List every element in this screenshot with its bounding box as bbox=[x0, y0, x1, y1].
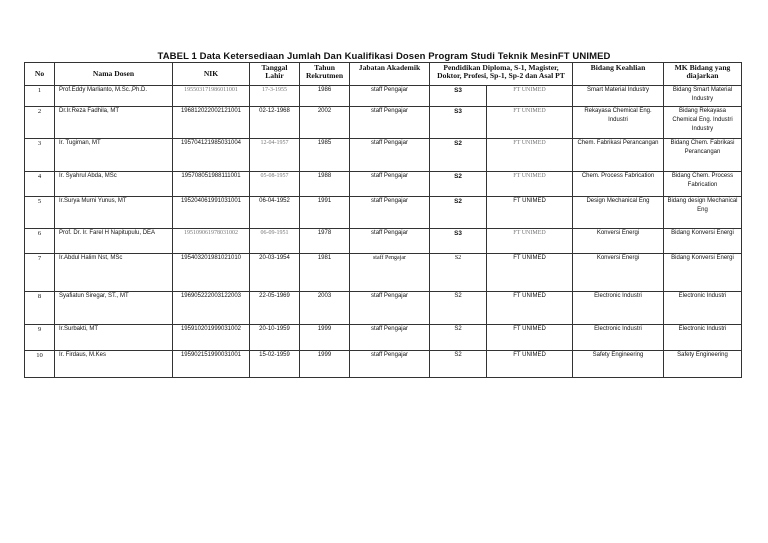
cell-bidang-keahlian: Electronic Industri bbox=[573, 325, 664, 351]
cell-mk-bidang: Bidang Konversi Energi bbox=[664, 254, 742, 292]
cell-nik: 195204061991031001 bbox=[173, 197, 250, 229]
cell-jabatan-akademik: staff Pengajar bbox=[350, 351, 430, 378]
cell-bidang-keahlian: Design Mechanical Eng bbox=[573, 197, 664, 229]
cell-nik: 196905222003122003 bbox=[173, 292, 250, 325]
cell-tanggal-lahir: 06-04-1952 bbox=[250, 197, 300, 229]
table-row bbox=[25, 86, 742, 107]
header-nik: NIK bbox=[173, 63, 250, 86]
cell-nama-dosen: Ir. Syahrul Abda, MSc bbox=[55, 172, 173, 197]
cell-jabatan-akademik: staff Pengajar bbox=[350, 107, 430, 139]
cell-nik: 195109061978031002 bbox=[173, 229, 250, 254]
table-header-row bbox=[25, 63, 742, 86]
table-row bbox=[25, 229, 742, 254]
cell-no: 7 bbox=[25, 254, 55, 292]
cell-jabatan-akademik: staff Pengajar bbox=[350, 197, 430, 229]
cell-bidang-keahlian: Electronic Industri bbox=[573, 292, 664, 325]
cell-tahun-rekrutmen: 1981 bbox=[300, 254, 350, 292]
table-row bbox=[25, 139, 742, 172]
cell-asal-pt: FT UNIMED bbox=[487, 197, 573, 229]
cell-mk-bidang: Safety Engineering bbox=[664, 351, 742, 378]
cell-nama-dosen: Ir.Abdul Halim Nst, MSc bbox=[55, 254, 173, 292]
cell-nama-dosen: Prof. Dr. Ir. Farel H Napitupulu, DEA bbox=[55, 229, 173, 254]
table-row bbox=[25, 107, 742, 139]
dosen-table bbox=[24, 62, 742, 378]
cell-bidang-keahlian: Konversi Energi bbox=[573, 254, 664, 292]
cell-asal-pt: FT UNIMED bbox=[487, 139, 573, 172]
cell-nama-dosen: Ir. Firdaus, M.Kes bbox=[55, 351, 173, 378]
table-row bbox=[25, 351, 742, 378]
cell-nama-dosen: Ir.Surbakti, MT bbox=[55, 325, 173, 351]
cell-mk-bidang: Electronic Industri bbox=[664, 292, 742, 325]
cell-jabatan-akademik: staff Pengajar bbox=[350, 86, 430, 107]
cell-nik: 195910201999031002 bbox=[173, 325, 250, 351]
cell-no: 5 bbox=[25, 197, 55, 229]
header-nama-dosen: Nama Dosen bbox=[55, 63, 173, 86]
cell-no: 1 bbox=[25, 86, 55, 107]
cell-asal-pt: FT UNIMED bbox=[487, 351, 573, 378]
cell-mk-bidang: Bidang Konversi Energi bbox=[664, 229, 742, 254]
cell-jabatan-akademik: staff Pengajar bbox=[350, 325, 430, 351]
cell-no: 9 bbox=[25, 325, 55, 351]
cell-no: 10 bbox=[25, 351, 55, 378]
cell-nama-dosen: Prof.Eddy Marlianto, M.Sc.,Ph.D. bbox=[55, 86, 173, 107]
cell-asal-pt: FT UNIMED bbox=[487, 325, 573, 351]
cell-tanggal-lahir: 12-04-1957 bbox=[250, 139, 300, 172]
cell-nik: 195708051988111001 bbox=[173, 172, 250, 197]
cell-tahun-rekrutmen: 2003 bbox=[300, 292, 350, 325]
cell-bidang-keahlian: Safety Engineering bbox=[573, 351, 664, 378]
cell-bidang-keahlian: Konversi Energi bbox=[573, 229, 664, 254]
table-row bbox=[25, 292, 742, 325]
cell-asal-pt: FT UNIMED bbox=[487, 254, 573, 292]
cell-jenjang: S3 bbox=[430, 86, 487, 107]
cell-tanggal-lahir: 06-09-1951 bbox=[250, 229, 300, 254]
cell-tanggal-lahir: 20-10-1959 bbox=[250, 325, 300, 351]
cell-jenjang: S2 bbox=[430, 172, 487, 197]
cell-asal-pt: FT UNIMED bbox=[487, 107, 573, 139]
cell-mk-bidang: Bidang Smart Material Industry bbox=[664, 86, 742, 107]
page-title: TABEL 1 Data Ketersediaan Jumlah Dan Kualifikasi Dosen Program Studi Teknik MesinFT UNIMED bbox=[157, 51, 611, 62]
cell-jenjang: S2 bbox=[430, 325, 487, 351]
header-pendidikan: Pendidikan Diploma, S-1, Magister, Doktor, Profesi, Sp-1, Sp-2 dan Asal PT bbox=[430, 63, 573, 86]
cell-jenjang: S2 bbox=[430, 197, 487, 229]
cell-tanggal-lahir: 02-12-1968 bbox=[250, 107, 300, 139]
header-jabatan-akademik: Jabatan Akademik bbox=[350, 63, 430, 86]
cell-mk-bidang: Bidang Chem. Fabrikasi Perancangan bbox=[664, 139, 742, 172]
cell-nik: 195704121985031004 bbox=[173, 139, 250, 172]
table-row bbox=[25, 172, 742, 197]
table-row bbox=[25, 254, 742, 292]
cell-tahun-rekrutmen: 1999 bbox=[300, 325, 350, 351]
header-bidang-keahlian: Bidang Keahlian bbox=[573, 63, 664, 86]
cell-jabatan-akademik: staff Pengajar bbox=[350, 229, 430, 254]
cell-asal-pt: FT UNIMED bbox=[487, 229, 573, 254]
cell-tahun-rekrutmen: 2002 bbox=[300, 107, 350, 139]
cell-jabatan-akademik: staff Pengajar bbox=[350, 254, 430, 292]
cell-mk-bidang: Bidang Chem. Process Fabrication bbox=[664, 172, 742, 197]
cell-jenjang: S2 bbox=[430, 351, 487, 378]
cell-no: 6 bbox=[25, 229, 55, 254]
cell-jenjang: S2 bbox=[430, 139, 487, 172]
cell-jenjang: S2 bbox=[430, 292, 487, 325]
cell-tanggal-lahir: 20-03-1954 bbox=[250, 254, 300, 292]
cell-jabatan-akademik: staff Pengajar bbox=[350, 172, 430, 197]
cell-tahun-rekrutmen: 1999 bbox=[300, 351, 350, 378]
cell-tahun-rekrutmen: 1988 bbox=[300, 172, 350, 197]
header-mk-bidang: MK Bidang yang diajarkan bbox=[664, 63, 742, 86]
cell-mk-bidang: Bidang Rekayasa Chemical Eng. Industri Industry bbox=[664, 107, 742, 139]
cell-bidang-keahlian: Smart Material Industry bbox=[573, 86, 664, 107]
cell-jenjang: S3 bbox=[430, 107, 487, 139]
cell-jabatan-akademik: staff Pengajar bbox=[350, 292, 430, 325]
table-row bbox=[25, 325, 742, 351]
cell-nama-dosen: Ir.Surya Murni Yunus, MT bbox=[55, 197, 173, 229]
cell-asal-pt: FT UNIMED bbox=[487, 86, 573, 107]
cell-mk-bidang: Electronic Industri bbox=[664, 325, 742, 351]
header-no: No bbox=[25, 63, 55, 86]
cell-tahun-rekrutmen: 1985 bbox=[300, 139, 350, 172]
cell-nik: 195902151990031001 bbox=[173, 351, 250, 378]
cell-no: 2 bbox=[25, 107, 55, 139]
cell-bidang-keahlian: Chem. Fabrikasi Perancangan bbox=[573, 139, 664, 172]
cell-mk-bidang: Bidang design Mechanical Eng bbox=[664, 197, 742, 229]
cell-nik: 196812022002121001 bbox=[173, 107, 250, 139]
cell-nama-dosen: Dr.Ir.Reza Fadhila, MT bbox=[55, 107, 173, 139]
cell-bidang-keahlian: Rekayasa Chemical Eng. Industri bbox=[573, 107, 664, 139]
header-tanggal-lahir: Tanggal Lahir bbox=[250, 63, 300, 86]
cell-nama-dosen: Ir. Tugiman, MT bbox=[55, 139, 173, 172]
cell-jenjang: S2 bbox=[430, 254, 487, 292]
cell-jenjang: S3 bbox=[430, 229, 487, 254]
cell-nik: 195503171986011001 bbox=[173, 86, 250, 107]
cell-nik: 195403201981021010 bbox=[173, 254, 250, 292]
cell-bidang-keahlian: Chem. Process Fabrication bbox=[573, 172, 664, 197]
cell-tahun-rekrutmen: 1978 bbox=[300, 229, 350, 254]
cell-no: 8 bbox=[25, 292, 55, 325]
table-row bbox=[25, 197, 742, 229]
cell-jabatan-akademik: staff Pengajar bbox=[350, 139, 430, 172]
cell-tanggal-lahir: 22-05-1969 bbox=[250, 292, 300, 325]
cell-asal-pt: FT UNIMED bbox=[487, 292, 573, 325]
header-tahun-rekrutmen: Tahun Rekrutmen bbox=[300, 63, 350, 86]
cell-tanggal-lahir: 15-02-1959 bbox=[250, 351, 300, 378]
cell-asal-pt: FT UNIMED bbox=[487, 172, 573, 197]
cell-tanggal-lahir: 05-08-1957 bbox=[250, 172, 300, 197]
cell-nama-dosen: Syafiatun Siregar, ST., MT bbox=[55, 292, 173, 325]
cell-no: 4 bbox=[25, 172, 55, 197]
cell-tahun-rekrutmen: 1986 bbox=[300, 86, 350, 107]
cell-tahun-rekrutmen: 1991 bbox=[300, 197, 350, 229]
cell-no: 3 bbox=[25, 139, 55, 172]
cell-tanggal-lahir: 17-3-1955 bbox=[250, 86, 300, 107]
